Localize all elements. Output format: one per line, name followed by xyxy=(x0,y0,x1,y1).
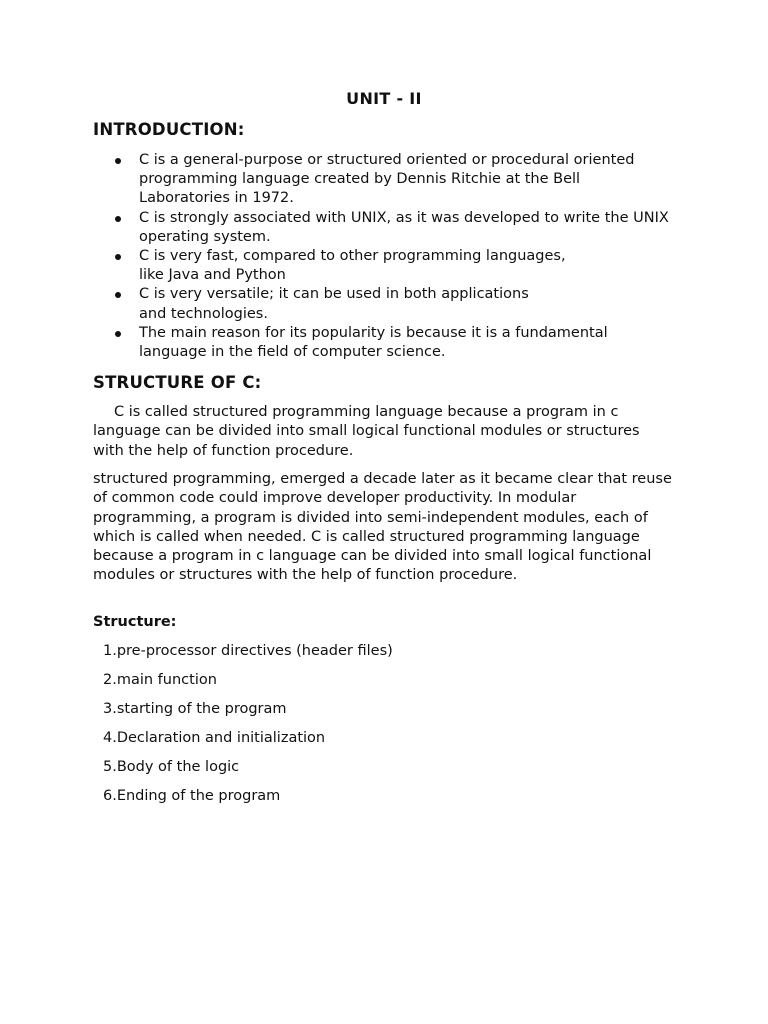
introduction-heading: INTRODUCTION: xyxy=(93,120,245,139)
introduction-bullet-list xyxy=(93,151,683,362)
bullet-text: C is a general-purpose or structured oriented or procedural oriented programming language created by Dennis Ritchie at the Bell Laboratories in 1972. xyxy=(139,152,635,207)
bullet-item xyxy=(93,285,559,323)
bullet-text: The main reason for its popularity is because it is a fundamental language in the field of computer science. xyxy=(139,324,608,361)
bullet-text: C is very versatile; it can be used in both applications and technologies. xyxy=(139,286,529,322)
list-item: 6.Ending of the program xyxy=(103,788,281,804)
list-item: 3.starting of the program xyxy=(103,701,287,717)
list-item: 4.Declaration and initialization xyxy=(103,730,326,746)
structure-paragraph-1: C is called structured programming language because a program in c language can be divided into small logical functional modules or structures with the help of function procedure. xyxy=(93,404,640,459)
bullet-item xyxy=(93,324,659,362)
bullet-text: C is very fast, compared to other programming languages, like Java and Python xyxy=(139,248,566,284)
structure-subheading: Structure: xyxy=(93,614,177,630)
bullet-item xyxy=(93,151,647,209)
bullet-dot-icon xyxy=(115,216,121,222)
bullet-dot-icon xyxy=(115,292,121,298)
list-item: 2.main function xyxy=(103,672,217,688)
bullet-text: C is strongly associated with UNIX, as it was developed to write the UNIX operating system. xyxy=(139,209,669,245)
bullet-dot-icon xyxy=(115,254,121,260)
list-item: 5.Body of the logic xyxy=(103,759,240,775)
structure-of-c-heading: STRUCTURE OF C: xyxy=(93,373,262,392)
bullet-dot-icon xyxy=(115,158,121,164)
bullet-dot-icon xyxy=(115,331,121,337)
bullet-item xyxy=(93,247,579,285)
list-item: 1.pre-processor directives (header files) xyxy=(103,643,393,659)
structure-steps-list xyxy=(103,642,393,816)
bullet-item xyxy=(93,209,679,247)
unit-title: UNIT - II xyxy=(346,89,422,108)
structure-paragraph-2: structured programming, emerged a decade later as it became clear that reuse of common code could improve developer productivity. In modular programming, a program is divided into semi-independent modules, each of which is called when needed. C is called structured programming language because a program in c language can be divided into small logical functional modules or structures with the help of function procedure. xyxy=(93,471,672,584)
